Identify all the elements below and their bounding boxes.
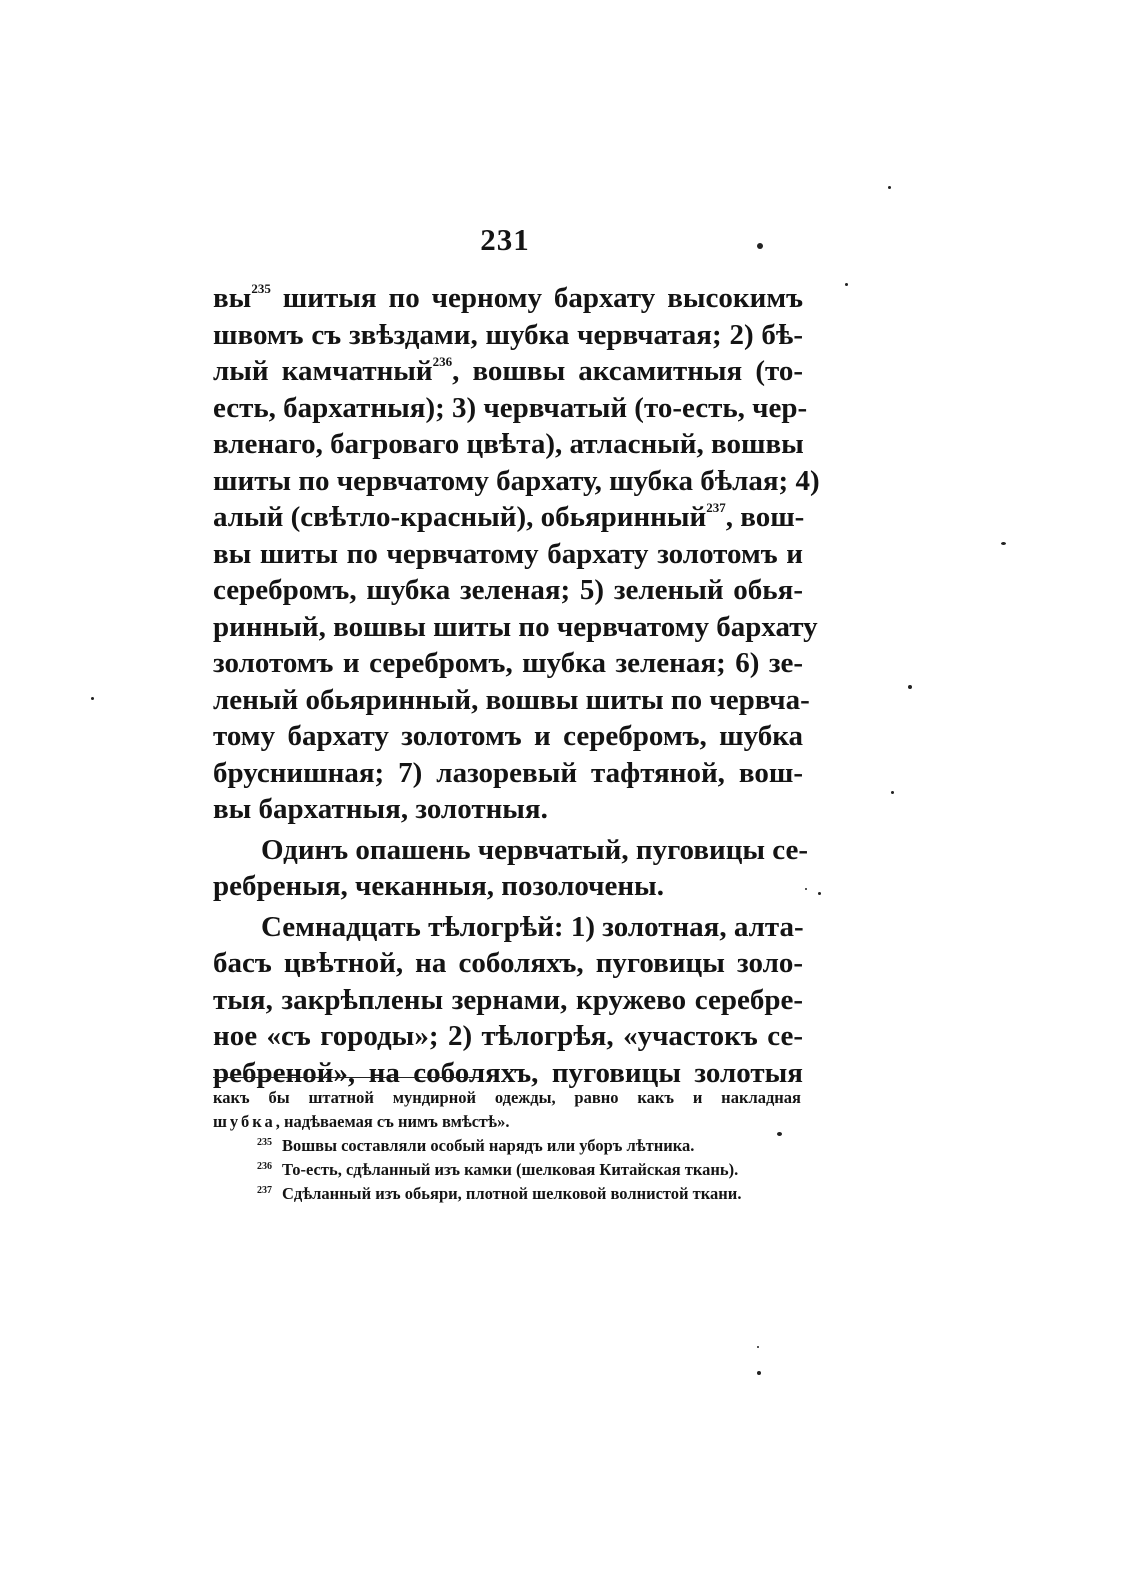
text-line: алый (свѣтло-красный), обьяринный$^{237}$, вош- [213, 500, 805, 533]
scan-speck [845, 283, 848, 286]
text-line: бруснишная; 7) лазоревый тафтяной, вош- [213, 756, 803, 789]
text-line: вы шиты по червчатому бархату золотомъ и [213, 537, 803, 570]
text-line: лый камчатный$^{236}$, вошвы аксамитныя (то- [213, 354, 803, 387]
footnote-number: 235 [257, 1137, 272, 1148]
text-line: есть, бархатныя); 3) червчатый (то-есть, чер- [213, 391, 808, 424]
text-line: серебромъ, шубка зеленая; 5) зеленый обья- [213, 574, 803, 606]
text-line: тому бархату золотомъ и серебромъ, шубка [213, 720, 803, 752]
page-number: 231 [480, 222, 530, 257]
footnote-continuation-line: какъ бы штатной мундирной одежды, равно какъ и накладная [213, 1088, 801, 1107]
text-line: вленаго, багроваго цвѣта), атласный, вошвы [213, 428, 804, 460]
footnotes-block [213, 1086, 801, 1206]
footnote-235: $^{235}$ Вошвы составляли особый нарядъ или уборъ лѣтника. [257, 1136, 695, 1155]
scan-speck [805, 888, 807, 890]
text-line: золотомъ и серебромъ, шубка зеленая; 6) зе- [213, 647, 803, 679]
text-line: басъ цвѣтной, на соболяхъ, пуговицы золо- [213, 947, 803, 979]
text-line: ребреной», на соболяхъ, пуговицы золотыя [213, 1056, 803, 1089]
scan-speck [777, 1132, 782, 1136]
scan-speck [818, 892, 821, 895]
footnote-ref-235[interactable]: 235 [251, 281, 271, 296]
footnote-number: 237 [257, 1185, 272, 1196]
paragraph-start-line: Семнадцать тѣлогрѣй: 1) золотная, алта- [261, 910, 804, 943]
paragraph-start-line: Одинъ опашень червчатый, пуговицы се- [261, 833, 809, 866]
text-line: вы бархатныя, золотныя. [213, 793, 548, 825]
footnote-ref-237[interactable]: 237 [706, 500, 726, 515]
footnote-236: $^{236}$ То-есть, сдѣланный изъ камки (шелковая Китайская ткань). [257, 1160, 739, 1179]
footnote-continuation-line: шубка, надѣваемая съ нимъ вмѣстѣ». [213, 1112, 510, 1131]
scan-speck [908, 685, 912, 689]
footnote-ref-236[interactable]: 236 [432, 354, 453, 369]
text-line: ное «съ городы»; 2) тѣлогрѣя, «участокъ се- [213, 1020, 803, 1052]
text-line: тыя, закрѣплены зернами, кружево серебре- [213, 983, 803, 1016]
footnote-237: $^{237}$ Сдѣланный изъ обьяри, плотной шелковой волнистой ткани. [257, 1184, 742, 1203]
scan-speck [757, 1371, 761, 1375]
scan-speck [888, 186, 891, 189]
scan-speck [891, 791, 894, 794]
scan-speck [1001, 542, 1006, 545]
main-text-body [213, 280, 820, 1091]
text-line: леный обьяринный, вошвы шиты по червча- [213, 683, 810, 716]
scan-speck [757, 1346, 759, 1348]
footnote-separator [213, 1077, 483, 1078]
text-line: вы$^{235}$ шитыя по черному бархату высокимъ [213, 281, 803, 314]
scan-speck [91, 697, 94, 700]
scan-speck [757, 243, 763, 249]
text-line: швомъ съ звѣздами, шубка червчатая; 2) бѣ- [213, 318, 803, 351]
text-line: ринный, вошвы шиты по червчатому бархату [213, 610, 818, 643]
text-line: ребреныя, чеканныя, позолочены. [213, 870, 664, 902]
footnote-number: 236 [257, 1161, 272, 1172]
text-line: шиты по червчатому бархату, шубка бѣлая; 4) [213, 464, 820, 497]
